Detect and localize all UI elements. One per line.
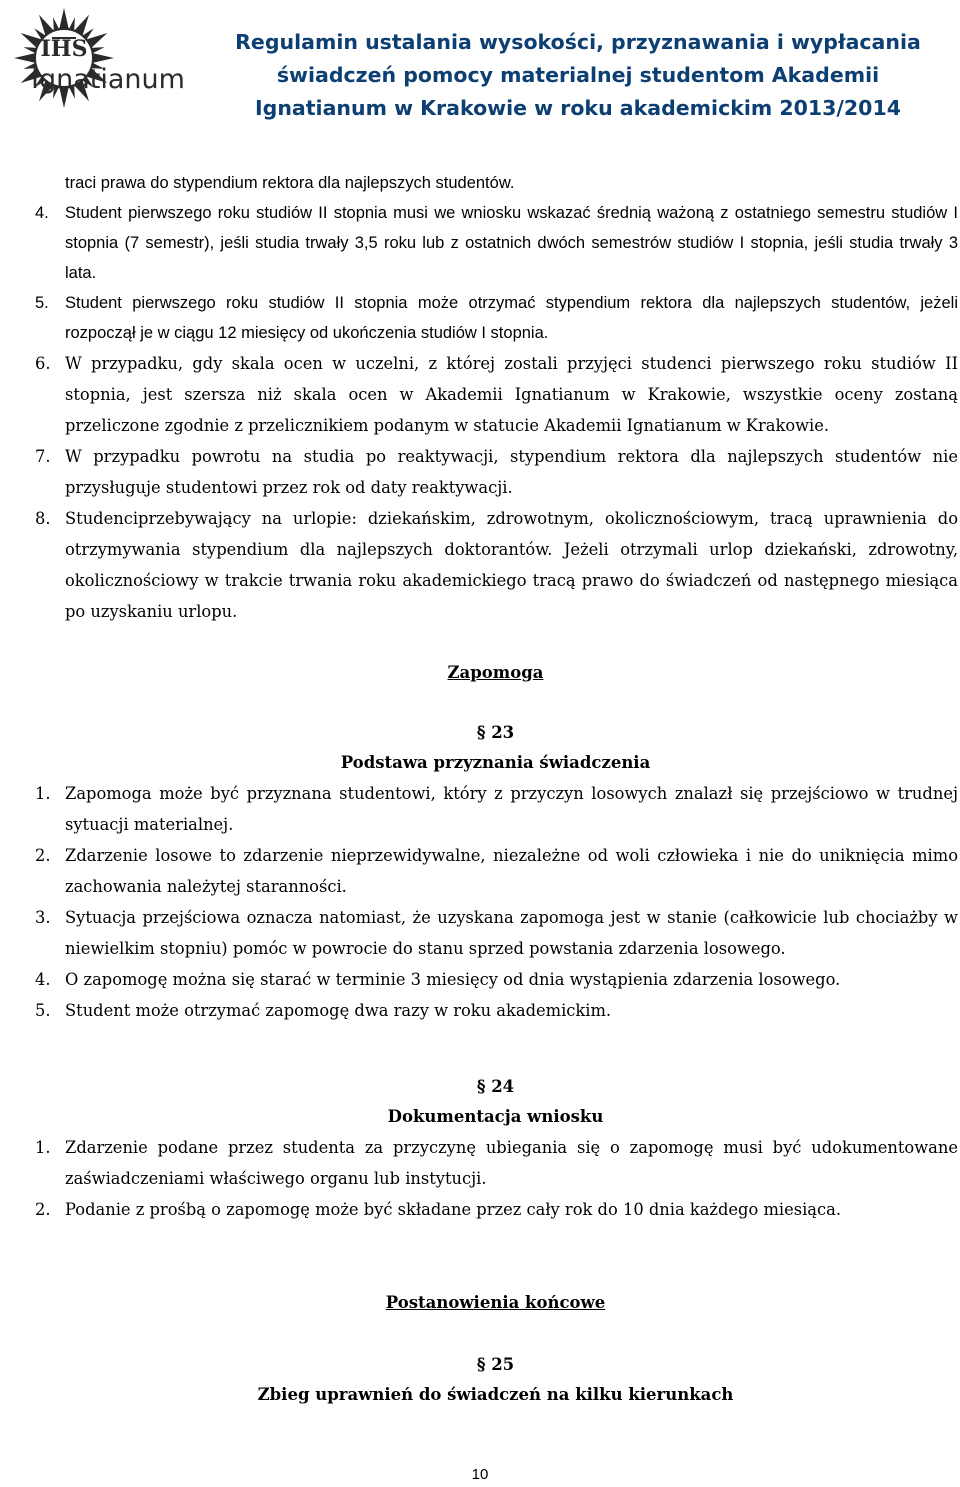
list-item xyxy=(33,1194,958,1225)
item-number: 6. xyxy=(35,354,51,373)
list-item xyxy=(33,288,958,348)
item-number: 4. xyxy=(35,204,49,222)
list-item xyxy=(33,441,958,503)
list-item xyxy=(33,348,958,441)
list-item xyxy=(33,1132,958,1194)
list-item xyxy=(33,198,958,288)
section-heading-zapomoga: Zapomoga xyxy=(447,663,544,682)
page-number: 10 xyxy=(471,1466,489,1483)
item-number: 5. xyxy=(35,294,49,312)
list-item xyxy=(33,964,958,995)
section-heading-final: Postanowienia końcowe xyxy=(385,1293,606,1312)
document-body xyxy=(33,168,958,1410)
item-text: Student może otrzymać zapomogę dwa razy w roku akademickim. xyxy=(65,1001,612,1020)
item-number: 1. xyxy=(35,1138,51,1157)
list-item xyxy=(33,840,958,902)
item-number: 7. xyxy=(35,447,51,466)
ignatianum-logo xyxy=(8,6,200,128)
item-text: Student pierwszego roku studiów II stopnia może otrzymać stypendium rektora dla najlepszych studentów, jeżeli rozpoczął je w ciągu 12 miesięcy od ukończenia studiów I stopnia. xyxy=(65,294,958,342)
paragraph-25-title: Zbieg uprawnień do świadczeń na kilku kierunkach xyxy=(257,1385,734,1404)
paragraph-23-label: § 23 xyxy=(476,723,515,742)
paragraph-25-label: § 25 xyxy=(476,1355,515,1374)
item-number: 5. xyxy=(35,1001,51,1020)
logo-monogram: IHS xyxy=(40,36,88,62)
item-text: Zdarzenie podane przez studenta za przyczynę ubiegania się o zapomogę musi być udokumentowane zaświadczeniami właściwego organu lub instytucji. xyxy=(65,1138,958,1188)
item-list-a-sans xyxy=(33,198,958,348)
item-text: Student pierwszego roku studiów II stopnia musi we wniosku wskazać średnią ważoną z ostatniego semestru studiów I stopnia (7 semestr), jeśli studia trwały 3,5 roku lub z ostatnich dwóch semestrów studiów I stopnia, jeśli studia trwały 3 lata. xyxy=(65,204,958,282)
item-text: W przypadku, gdy skala ocen w uczelni, z której zostali przyjęci studenci pierwszego roku studiów II stopnia, jest szersza niż skala ocen w Akademii Ignatianum w Krakowie, wszystkie oceny zostaną przeliczone zgodnie z przelicznikiem podanym w statucie Akademii Ignatianum w Krakowie. xyxy=(65,354,958,435)
item-text: Podanie z prośbą o zapomogę może być składane przez cały rok do 10 dnia każdego miesiąca. xyxy=(65,1200,842,1219)
item-number: 8. xyxy=(35,509,51,528)
logo-wordmark: Ignatianum xyxy=(31,64,185,95)
list-item xyxy=(33,995,958,1026)
item-list-a-serif xyxy=(33,348,958,627)
continuation-text: traci prawa do stypendium rektora dla najlepszych studentów. xyxy=(65,174,515,192)
item-number: 4. xyxy=(35,970,51,989)
item-text: Zdarzenie losowe to zdarzenie nieprzewidywalne, niezależne od woli człowieka i nie do uniknięcia mimo zachowania należytej staranności. xyxy=(65,846,958,896)
item-number: 2. xyxy=(35,1200,51,1219)
item-text: Studenciprzebywający na urlopie: dziekańskim, zdrowotnym, okolicznościowym, tracą uprawnienia do otrzymywania stypendium dla najlepszych doktorantów. Jeżeli otrzymali urlop dziekański, zdrowotny, okolicznościowy w trakcie trwania roku akademickiego tracą prawo do świadczeń od następnego miesiąca po uzyskaniu urlopu. xyxy=(65,509,958,621)
page-header xyxy=(0,0,960,140)
item-number: 2. xyxy=(35,846,51,865)
title-line-1: Regulamin ustalania wysokości, przyznawania i wypłacania xyxy=(235,30,921,54)
list-item xyxy=(33,503,958,627)
item-number: 3. xyxy=(35,908,51,927)
title-line-2: świadczeń pomocy materialnej studentom Akademii xyxy=(276,63,880,87)
paragraph-24-title: Dokumentacja wniosku xyxy=(387,1107,604,1126)
item-number: 1. xyxy=(35,784,51,803)
list-item xyxy=(33,778,958,840)
item-list-23 xyxy=(33,778,958,1026)
title-line-3: Ignatianum w Krakowie w roku akademickim 2013/2014 xyxy=(255,96,901,120)
item-text: W przypadku powrotu na studia po reaktywacji, stypendium rektora dla najlepszych studentów nie przysługuje studentowi przez rok od daty reaktywacji. xyxy=(65,447,958,497)
paragraph-24-label: § 24 xyxy=(476,1077,515,1096)
list-item xyxy=(33,902,958,964)
document-title xyxy=(208,26,948,125)
item-list-24 xyxy=(33,1132,958,1225)
item-text: O zapomogę można się starać w terminie 3 miesięcy od dnia wystąpienia zdarzenia losowego. xyxy=(65,970,841,989)
paragraph-23-title: Podstawa przyznania świadczenia xyxy=(340,753,651,772)
item-text: Zapomoga może być przyznana studentowi, który z przyczyn losowych znalazł się przejściowo w trudnej sytuacji materialnej. xyxy=(65,784,958,834)
item-text: Sytuacja przejściowa oznacza natomiast, że uzyskana zapomoga jest w stanie (całkowicie lub chociażby w niewielkim stopniu) pomóc w powrocie do stanu sprzed powstania zdarzenia losowego. xyxy=(65,908,958,958)
